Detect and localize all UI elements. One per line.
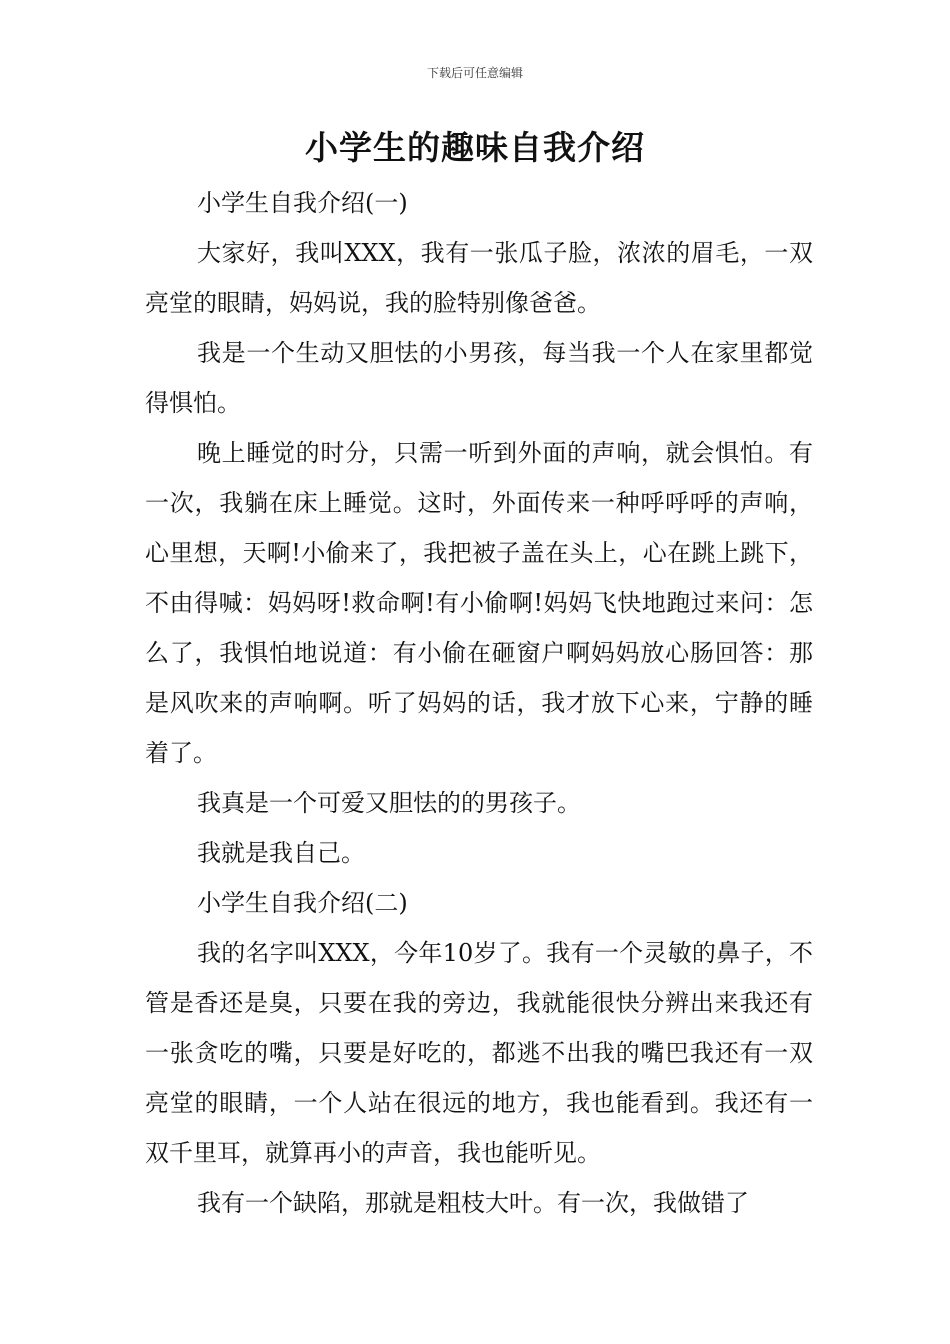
paragraph: 我有一个缺陷，那就是粗枝大叶。有一次，我做错了 [197,1189,749,1217]
paragraph: 我真是一个可爱又胆怯的的男孩子。 [197,789,581,817]
document-body [145,178,813,1228]
paragraph: 我的名字叫XXX，今年10岁了。我有一个灵敏的鼻子，不管是香还是臭，只要在我的旁边，我就能很快分辨出来我还有一张贪吃的嘴，只要是好吃的，都逃不出我的嘴巴我还有一双亮堂的眼睛，一个人站在很远的地方，我也能看到。我还有一双千里耳，就算再小的声音，我也能听见。 [145,939,813,1167]
paragraph: 我是一个生动又胆怯的小男孩，每当我一个人在家里都觉得惧怕。 [145,339,813,417]
document-title: 小学生的趣味自我介绍 [305,128,645,167]
section-heading-1: 小学生自我介绍(一) [197,189,408,217]
paragraph: 我就是我自己。 [197,839,365,867]
paragraph: 大家好，我叫XXX，我有一张瓜子脸，浓浓的眉毛，一双亮堂的眼睛，妈妈说，我的脸特别像爸爸。 [145,239,813,317]
paragraph: 晚上睡觉的时分，只需一听到外面的声响，就会惧怕。有一次，我躺在床上睡觉。这时，外面传来一种呼呼呼的声响，心里想，天啊!小偷来了，我把被子盖在头上，心在跳上跳下，不由得喊：妈妈呀!救命啊!有小偷啊!妈妈飞快地跑过来问：怎么了，我惧怕地说道：有小偷在砸窗户啊妈妈放心肠回答：那是风吹来的声响啊。听了妈妈的话，我才放下心来，宁静的睡着了。 [145,439,813,767]
header-note: 下载后可任意编辑 [426,66,523,80]
section-heading-2: 小学生自我介绍(二) [197,889,408,917]
